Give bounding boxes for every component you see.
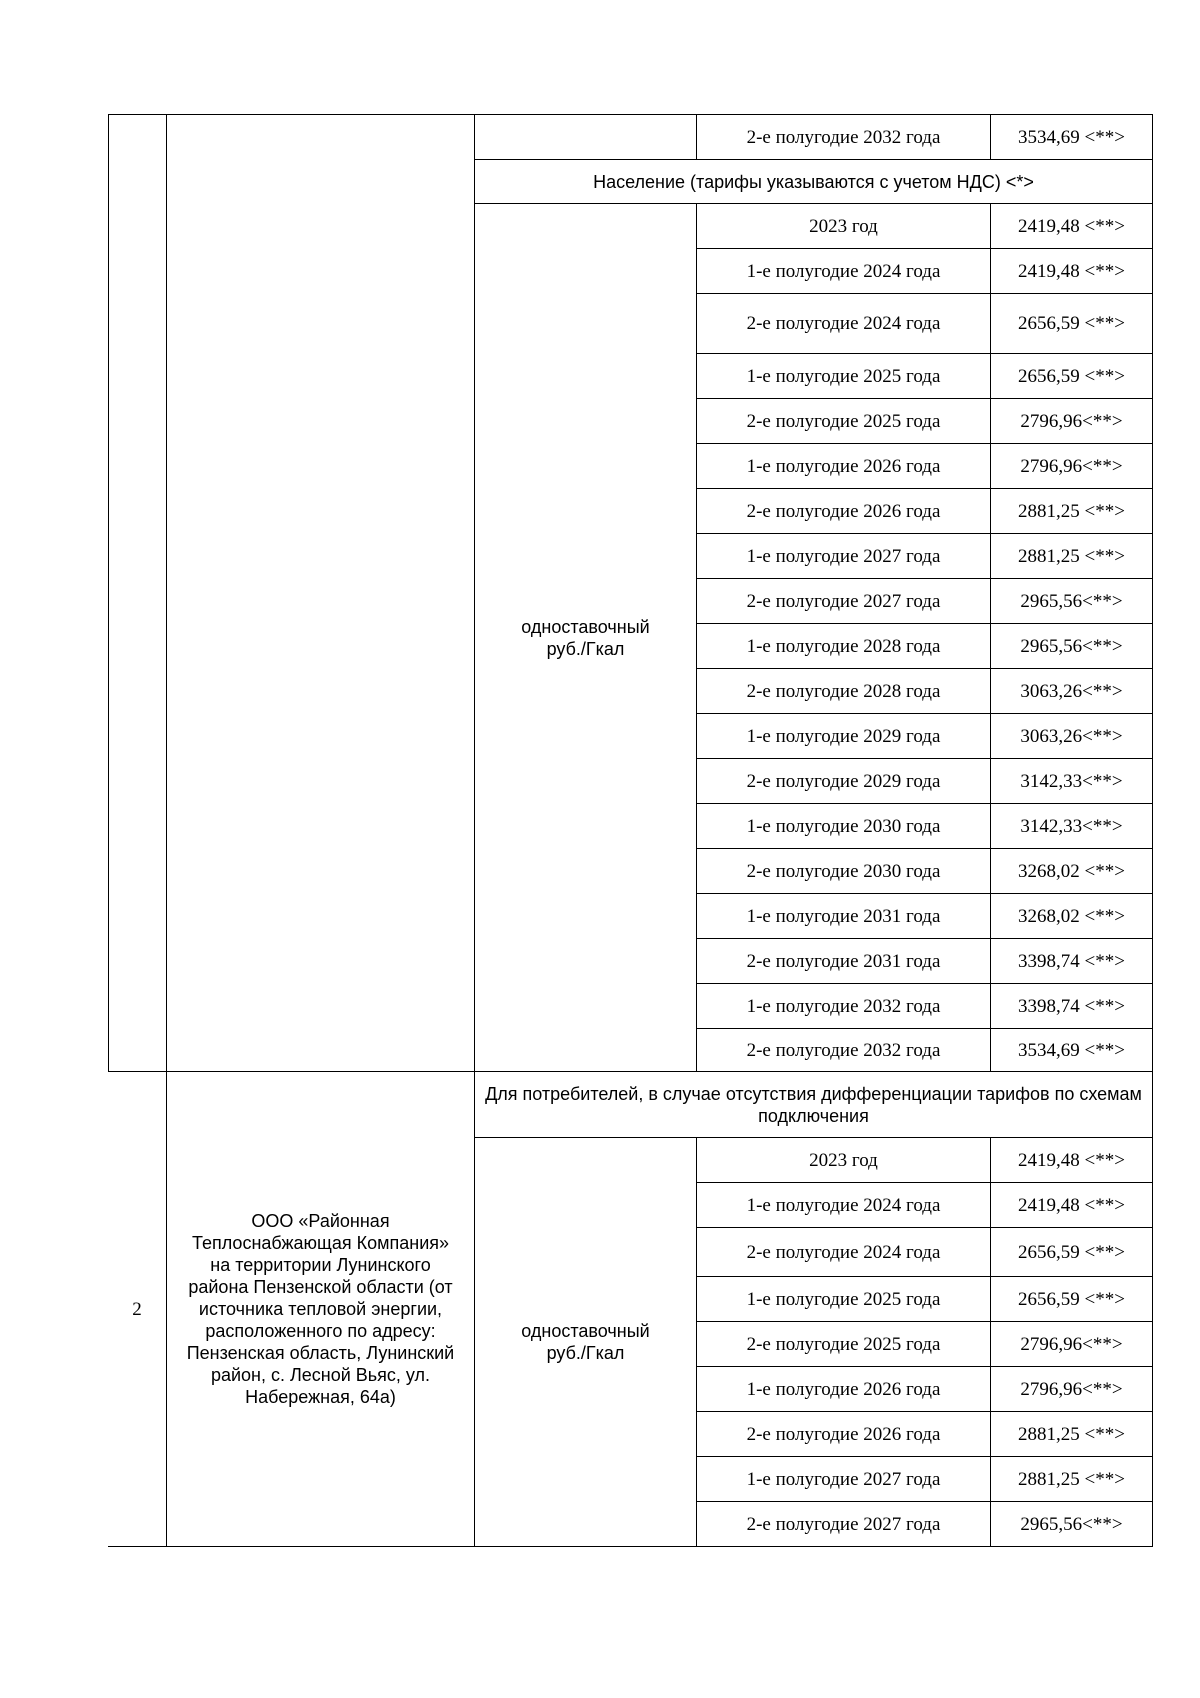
period-cell: 1-е полугодие 2032 года (697, 984, 991, 1029)
period-cell: 1-е полугодие 2025 года (697, 1277, 991, 1322)
value-cell: 2796,96<**> (991, 1367, 1153, 1412)
period-cell: 1-е полугодие 2029 года (697, 714, 991, 759)
value-cell: 2419,48 <**> (991, 204, 1153, 249)
period-cell: 2-е полугодие 2032 года (697, 114, 991, 160)
value-cell: 2965,56<**> (991, 1502, 1153, 1547)
period-cell: 2-е полугодие 2030 года (697, 849, 991, 894)
value-cell: 2656,59 <**> (991, 1277, 1153, 1322)
period-cell: 2-е полугодие 2032 года (697, 1029, 991, 1072)
value-cell: 2656,59 <**> (991, 1228, 1153, 1277)
value-cell: 3398,74 <**> (991, 939, 1153, 984)
period-cell: 2-е полугодие 2027 года (697, 1502, 991, 1547)
organization-cell (167, 114, 475, 1072)
value-cell: 2796,96<**> (991, 444, 1153, 489)
period-cell: 1-е полугодие 2026 года (697, 444, 991, 489)
value-cell: 2881,25 <**> (991, 489, 1153, 534)
period-cell: 1-е полугодие 2028 года (697, 624, 991, 669)
tariff-type-cell-top (475, 114, 697, 160)
period-cell: 1-е полугодие 2026 года (697, 1367, 991, 1412)
value-cell: 3268,02 <**> (991, 894, 1153, 939)
group-header-population: Население (тарифы указываются с учетом НДС) <*> (475, 160, 1153, 204)
period-cell: 2-е полугодие 2025 года (697, 1322, 991, 1367)
value-cell: 2419,48 <**> (991, 249, 1153, 294)
period-cell: 2-е полугодие 2031 года (697, 939, 991, 984)
value-cell: 2796,96<**> (991, 1322, 1153, 1367)
value-cell: 3063,26<**> (991, 714, 1153, 759)
tariff-table (108, 114, 1153, 1547)
value-cell: 2419,48 <**> (991, 1183, 1153, 1228)
period-cell: 2023 год (697, 1138, 991, 1183)
value-cell: 3534,69 <**> (991, 114, 1153, 160)
value-cell: 2881,25 <**> (991, 1457, 1153, 1502)
tariff-type-label: одноставочный руб./Гкал (521, 1321, 650, 1363)
tariff-type-cell (475, 1138, 697, 1547)
period-cell: 1-е полугодие 2027 года (697, 534, 991, 579)
value-cell: 2419,48 <**> (991, 1138, 1153, 1183)
value-cell: 3534,69 <**> (991, 1029, 1153, 1072)
tariff-type-label: одноставочный руб./Гкал (521, 616, 650, 659)
period-cell: 1-е полугодие 2031 года (697, 894, 991, 939)
period-cell: 2-е полугодие 2028 года (697, 669, 991, 714)
value-cell: 2881,25 <**> (991, 1412, 1153, 1457)
tariff-type-cell (475, 204, 697, 1072)
organization-cell: ООО «Районная Теплоснабжающая Компания» на территории Лунинского района Пензенской области (от источника тепловой энергии, расположенного по адресу: Пензенская область, Лунинский район, с. Лесной Вьяс, ул. Набережная, 64а) (167, 1072, 475, 1547)
value-cell: 3398,74 <**> (991, 984, 1153, 1029)
row-number-cell (108, 114, 167, 1072)
period-cell: 1-е полугодие 2024 года (697, 1183, 991, 1228)
period-cell: 2-е полугодие 2024 года (697, 1228, 991, 1277)
period-cell: 1-е полугодие 2027 года (697, 1457, 991, 1502)
row-number-cell: 2 (108, 1072, 167, 1547)
group-header-consumers: Для потребителей, в случае отсутствия дифференциации тарифов по схемам подключения (475, 1072, 1153, 1138)
value-cell: 2965,56<**> (991, 624, 1153, 669)
period-cell: 1-е полугодие 2024 года (697, 249, 991, 294)
value-cell: 3268,02 <**> (991, 849, 1153, 894)
value-cell: 2656,59 <**> (991, 294, 1153, 354)
period-cell: 2-е полугодие 2025 года (697, 399, 991, 444)
period-cell: 2-е полугодие 2024 года (697, 294, 991, 354)
value-cell: 2965,56<**> (991, 579, 1153, 624)
period-cell: 2-е полугодие 2027 года (697, 579, 991, 624)
period-cell: 2023 год (697, 204, 991, 249)
value-cell: 2796,96<**> (991, 399, 1153, 444)
value-cell: 2881,25 <**> (991, 534, 1153, 579)
value-cell: 3142,33<**> (991, 759, 1153, 804)
value-cell: 3063,26<**> (991, 669, 1153, 714)
value-cell: 2656,59 <**> (991, 354, 1153, 399)
period-cell: 1-е полугодие 2025 года (697, 354, 991, 399)
period-cell: 2-е полугодие 2026 года (697, 489, 991, 534)
value-cell: 3142,33<**> (991, 804, 1153, 849)
period-cell: 1-е полугодие 2030 года (697, 804, 991, 849)
period-cell: 2-е полугодие 2029 года (697, 759, 991, 804)
period-cell: 2-е полугодие 2026 года (697, 1412, 991, 1457)
